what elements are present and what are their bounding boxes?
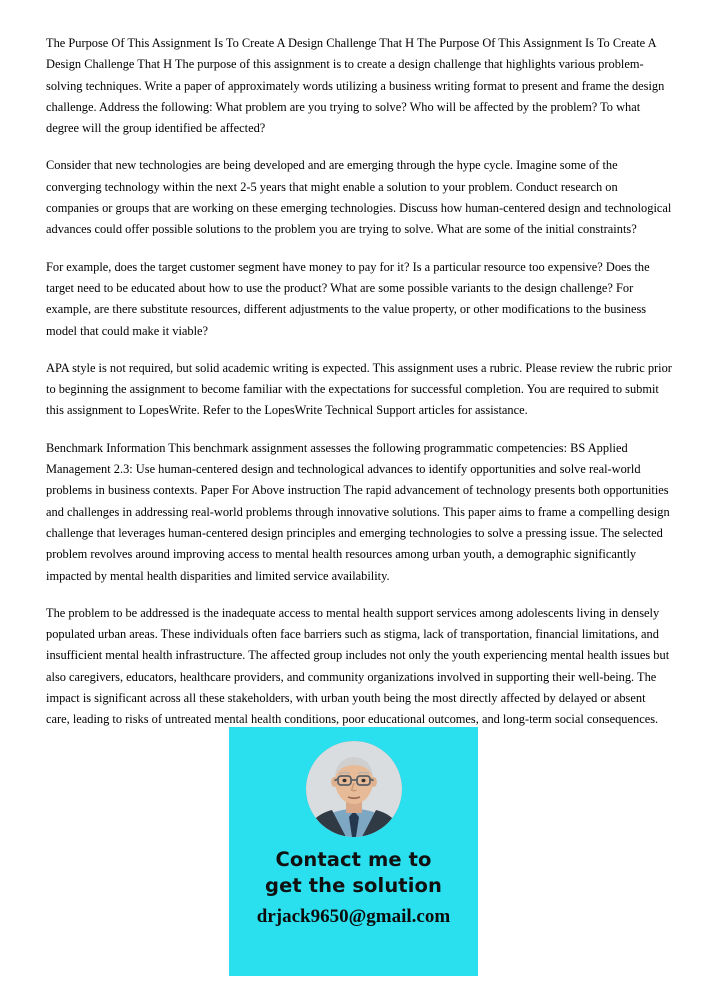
overlay-headline — [265, 847, 442, 899]
paragraph: For example, does the target customer segment have money to pay for it? Is a particular resource too expensive? Does the target need to be educated about how to use the product? What are some possible variants to the design challenge? For example, are there substitute resources, different adjustments to the value property, or other modifications to the business model that could make it viable? — [46, 259, 650, 338]
paragraph: The Purpose Of This Assignment Is To Create A Design Challenge That H The Purpose Of This Assignment Is To Create A Design Challenge That H The purpose of this assignment is to create a design challenge that highlights various problem-solving techniques. Write a paper of approximately words utilizing a business writing format to present and frame the design challenge. Address the following: What problem are you trying to solve? Who will be affected by the problem? To what degree will the group identified be affected? — [46, 36, 665, 136]
overlay-headline-line1: Contact me to — [275, 848, 432, 871]
document-text-body — [46, 33, 672, 731]
contact-email[interactable]: drjack9650@gmail.com — [256, 906, 451, 927]
contact-overlay-card — [229, 727, 478, 976]
overlay-headline-line2: get the solution — [265, 874, 442, 897]
paragraph: APA style is not required, but solid academic writing is expected. This assignment uses a rubric. Please review the rubric prior to beginning the assignment to become familiar with the expectations for successful completion. You are required to submit this assignment to LopesWrite. Refer to the LopesWrite Technical Support articles for assistance. — [46, 360, 672, 418]
paragraph: The problem to be addressed is the inadequate access to mental health support services among adolescents living in densely populated urban areas. These individuals often face barriers such as stigma, lack of transportation, financial limitations, and insufficient mental health infrastructure. The affected group includes not only the youth experiencing mental health issues but also caregivers, educators, healthcare providers, and community organizations involved in supporting their well-being. The impact is significant across all these stakeholders, with urban youth being the most directly affected by delayed or absent care, leading to risks of untreated mental health conditions, poor educational outcomes, and long-term social consequences. — [46, 605, 670, 727]
avatar — [306, 741, 402, 837]
paragraph: Consider that new technologies are being developed and are emerging through the hype cycle. Imagine some of the converging technology within the next 2-5 years that might enable a solution to your problem. Conduct research on companies or groups that are working on these emerging technologies. Discuss how human-centered design and technological advances could offer possible solutions to the problem you are trying to solve. What are some of the initial constraints? — [46, 158, 672, 237]
paragraph: Benchmark Information This benchmark assignment assesses the following programmatic competencies: BS Applied Management 2.3: Use human-centered design and technological advances to identify opportunities and solve real-world problems in business contexts. Paper For Above instruction The rapid advancement of technology presents both opportunities and challenges in addressing real-world problems through innovative solutions. This paper aims to frame a compelling design challenge that leverages human-centered design principles and emerging technologies to solve a pressing issue. The selected problem revolves around improving access to mental health resources among urban youth, a demographic significantly impacted by mental health disparities and limited service availability. — [46, 440, 670, 583]
